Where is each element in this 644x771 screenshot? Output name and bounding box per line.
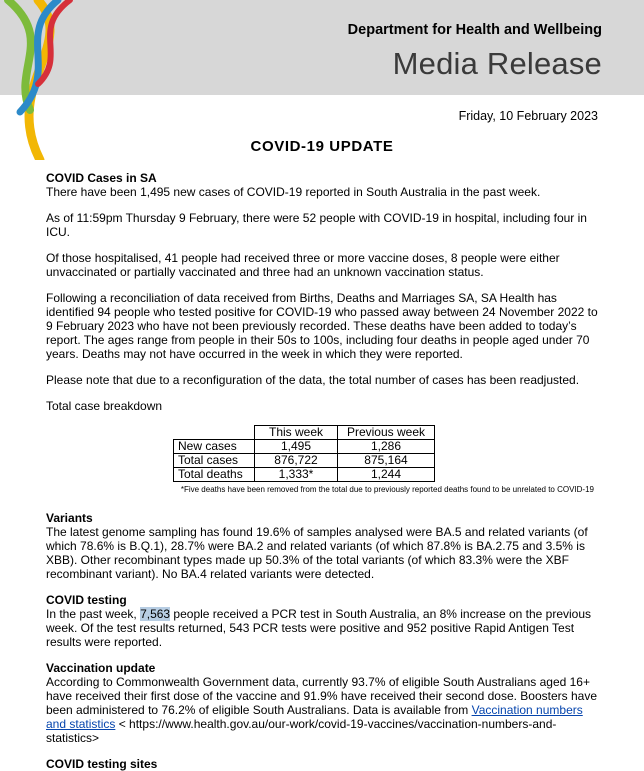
document-type-heading: Media Release <box>392 46 602 81</box>
table-footnote: *Five deaths have been removed from the total due to previously reported deaths found to be unrelated to COVID-19 <box>180 485 594 494</box>
brand-ribbon-graphic <box>0 0 90 160</box>
table-header-row <box>174 426 435 440</box>
testing-paragraph <box>46 607 602 649</box>
cases-paragraph-5: Please note that due to a reconfiguration of the data, the total number of cases has been readjusted. <box>46 373 580 387</box>
table-corner-cell <box>174 426 255 440</box>
release-date: Friday, 10 February 2023 <box>458 109 598 123</box>
previous-week-value: 1,286 <box>338 440 435 454</box>
this-week-value: 876,722 <box>255 454 338 468</box>
cases-paragraph-1: There have been 1,495 new cases of COVID-19 reported in South Australia in the past week. <box>46 185 541 199</box>
row-label: New cases <box>174 440 255 454</box>
col-previous-week: Previous week <box>338 426 435 440</box>
case-breakdown-table <box>173 425 435 482</box>
vaccination-url: < https://www.health.gov.au/our-work/covid-19-vaccines/vaccination-numbers-and-statistics> <box>46 717 557 745</box>
this-week-value: 1,333* <box>255 468 338 482</box>
highlighted-test-count: 7,563 <box>140 607 171 621</box>
cases-paragraph-4: Following a reconciliation of data received from Births, Deaths and Marriages SA, SA Health has identified 94 people who tested positive for COVID-19 who passed away between 24 November 2022 to 9 February 2023 who have not been previously recorded. These deaths have been added to today’s report. The ages range from people in their 50s to 100s, including four deaths in people aged under 70 years. Deaths may not have occurred in the week in which they were reported. <box>46 291 598 361</box>
page-title: COVID-19 UPDATE <box>250 138 394 155</box>
department-name: Department for Health and Wellbeing <box>347 22 602 38</box>
col-this-week: This week <box>255 426 338 440</box>
vaccination-heading: Vaccination update <box>46 661 156 675</box>
testing-rest: people received a PCR test in South Australia, an 8% increase on the previous week. Of the test results returned, 543 PCR tests were positive and 952 positive Rapid Antigen Test results were reported. <box>46 607 592 649</box>
vaccination-paragraph <box>46 675 602 745</box>
testing-sites-heading: COVID testing sites <box>46 757 158 771</box>
previous-week-value: 875,164 <box>338 454 435 468</box>
row-label: Total cases <box>174 454 255 468</box>
table-row <box>174 440 435 454</box>
release-body <box>46 171 602 771</box>
cases-paragraph-2: As of 11:59pm Thursday 9 February, there were 52 people with COVID-19 in hospital, including four in ICU. <box>46 211 587 239</box>
row-label: Total deaths <box>174 468 255 482</box>
cases-paragraph-3: Of those hospitalised, 41 people had received three or more vaccine doses, 8 people were either unvaccinated or partially vaccinated and three had an unknown vaccination status. <box>46 251 560 279</box>
previous-week-value: 1,244 <box>338 468 435 482</box>
variants-paragraph: The latest genome sampling has found 19.6% of samples analysed were BA.5 and related variants (of which 78.6% is B.Q.1), 28.7% were BA.2 and related variants (of which 87.8% is BA.2.75 and 3.5% is XBB). Other recombinant types made up 50.3% of the total variants (of which 83.3% were the XBF recombinant variant). No BA.4 related variants were detected. <box>46 525 588 581</box>
breakdown-label: Total case breakdown <box>46 399 163 413</box>
testing-heading: COVID testing <box>46 593 127 607</box>
cases-heading: COVID Cases in SA <box>46 171 157 185</box>
table-row <box>174 454 435 468</box>
table-row <box>174 468 435 482</box>
testing-prefix: In the past week, <box>46 607 141 621</box>
this-week-value: 1,495 <box>255 440 338 454</box>
variants-heading: Variants <box>46 511 93 525</box>
vaccination-text: According to Commonwealth Government data, currently 93.7% of eligible South Australians aged 16+ have received their first dose of the vaccine and 91.9% have received their second dose. Boosters have been administered to 76.2% of eligible South Australians. Data is available from <box>46 675 597 717</box>
vaccination-statistics-link[interactable]: Vaccination numbers and statistics <box>46 703 583 731</box>
